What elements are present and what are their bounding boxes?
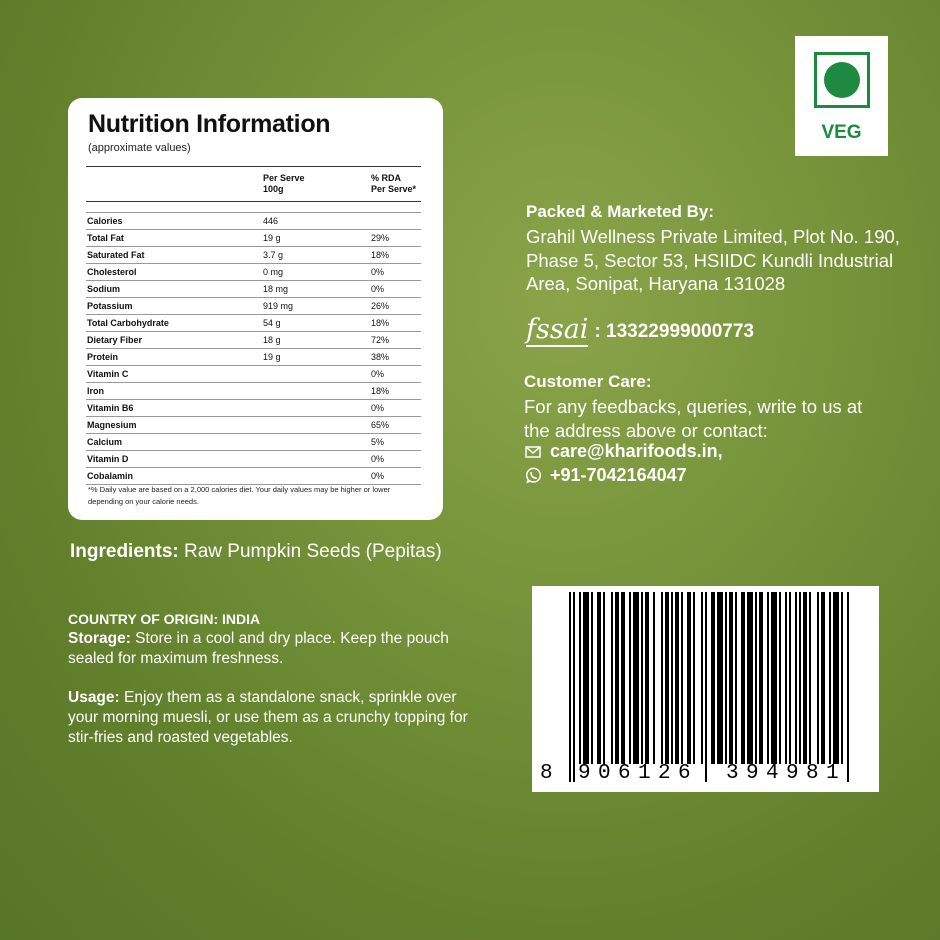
per-serve-label: Per Serve xyxy=(263,173,305,183)
barcode-bar xyxy=(767,592,769,764)
nutrient-name: Total Fat xyxy=(86,230,263,247)
rda-value: 18% xyxy=(371,383,421,400)
nutrition-footnote: *% Daily value are based on a 2,000 calories diet. Your daily values may be higher or lower depending on your calorie needs. xyxy=(88,485,391,506)
barcode-bar xyxy=(591,592,593,764)
barcode-bar xyxy=(735,592,737,764)
veg-square-icon xyxy=(814,52,870,108)
nutrition-row xyxy=(86,400,421,417)
barcode-digit: 4 xyxy=(766,762,779,785)
nutrition-header-row xyxy=(86,167,421,202)
usage-info xyxy=(68,688,473,748)
per-serve-value: 54 g xyxy=(263,315,371,332)
nutrition-row xyxy=(86,281,421,298)
barcode-bar xyxy=(795,592,797,764)
whatsapp-icon xyxy=(524,467,542,485)
nutrition-row xyxy=(86,230,421,247)
nutrient-name: Saturated Fat xyxy=(86,247,263,264)
ingredients xyxy=(70,541,442,563)
per-serve-value xyxy=(263,400,371,417)
barcode-bar xyxy=(687,592,691,764)
email-contact[interactable] xyxy=(524,441,723,462)
rda-sublabel: Per Serve* xyxy=(371,184,417,194)
customer-care-text: For any feedbacks, queries, write to us at the address above or contact: xyxy=(524,396,863,441)
nutrient-name: Calcium xyxy=(86,434,263,451)
rda-label: % RDA xyxy=(371,173,402,183)
nutrition-row xyxy=(86,298,421,315)
barcode-bar xyxy=(809,592,811,764)
storage-label: Storage: xyxy=(68,630,131,647)
nutrient-name: Sodium xyxy=(86,281,263,298)
barcode-bar xyxy=(817,592,819,764)
barcode-bar xyxy=(621,592,625,764)
rda-value: 5% xyxy=(371,434,421,451)
packed-address: Grahil Wellness Private Limited, Plot No. 190, Phase 5, Sector 53, HSIIDC Kundli Industrial Area, Sonipat, Haryana 131028 xyxy=(526,226,900,294)
barcode-digit: 2 xyxy=(658,762,671,785)
rda-value: 0% xyxy=(371,451,421,468)
phone-number[interactable]: +91-7042164047 xyxy=(550,465,687,485)
barcode-digit: 8 xyxy=(806,762,819,785)
nutrition-table xyxy=(86,166,421,485)
barcode-digit: 0 xyxy=(598,762,611,785)
fssai-number: : 13322999000773 xyxy=(594,320,754,342)
per-serve-value: 446 xyxy=(263,213,371,230)
barcode-bar xyxy=(833,592,839,764)
nutrient-name: Magnesium xyxy=(86,417,263,434)
barcode-bar xyxy=(681,592,683,764)
rda-header xyxy=(371,167,421,202)
usage-label: Usage: xyxy=(68,689,120,706)
barcode-digit: 9 xyxy=(746,762,759,785)
per-serve-value: 19 g xyxy=(263,230,371,247)
barcode-bar xyxy=(611,592,613,764)
nutrition-row xyxy=(86,468,421,485)
barcode-digit: 1 xyxy=(638,762,651,785)
ingredients-label: Ingredients: xyxy=(70,541,179,562)
envelope-icon xyxy=(524,443,542,461)
barcode-bar xyxy=(653,592,655,764)
barcode-bar xyxy=(583,592,589,764)
rda-value: 38% xyxy=(371,349,421,366)
nutrition-body xyxy=(86,202,421,485)
barcode-bar xyxy=(785,592,787,764)
rda-value: 0% xyxy=(371,366,421,383)
nutrition-row xyxy=(86,451,421,468)
per-serve-value xyxy=(263,366,371,383)
barcode-bar xyxy=(821,592,825,764)
veg-dot-icon xyxy=(824,62,860,98)
barcode-bar xyxy=(569,592,571,782)
barcode-bar xyxy=(705,592,707,782)
nutrient-name: Total Carbohydrate xyxy=(86,315,263,332)
storage-text: Store in a cool and dry place. Keep the pouch sealed for maximum freshness. xyxy=(68,630,449,667)
barcode-bar xyxy=(847,592,849,782)
nutrient-name: Potassium xyxy=(86,298,263,315)
per-serve-unit: 100g xyxy=(263,184,284,194)
phone-contact[interactable] xyxy=(524,465,687,486)
per-serve-header xyxy=(263,167,371,202)
barcode-bar xyxy=(629,592,631,764)
rda-value: 0% xyxy=(371,400,421,417)
packed-heading: Packed & Marketed By: xyxy=(526,202,715,221)
nutrient-name: Cobalamin xyxy=(86,468,263,485)
barcode-bar xyxy=(779,592,781,764)
country-of-origin: COUNTRY OF ORIGIN: INDIA xyxy=(68,611,261,627)
barcode-bar xyxy=(747,592,753,764)
rda-value: 65% xyxy=(371,417,421,434)
per-serve-value xyxy=(263,383,371,400)
rda-value: 29% xyxy=(371,230,421,247)
barcode-bar xyxy=(759,592,763,764)
per-serve-value xyxy=(263,417,371,434)
per-serve-value xyxy=(263,468,371,485)
nutrient-name: Dietary Fiber xyxy=(86,332,263,349)
barcode-bar xyxy=(693,592,695,764)
nutrition-row xyxy=(86,434,421,451)
nutrient-name: Iron xyxy=(86,383,263,400)
barcode-digit: 3 xyxy=(726,762,739,785)
veg-mark xyxy=(795,36,888,156)
nutrition-row xyxy=(86,417,421,434)
customer-care-heading: Customer Care: xyxy=(524,372,652,391)
barcode-bar xyxy=(789,592,791,764)
per-serve-value: 19 g xyxy=(263,349,371,366)
per-serve-value: 18 mg xyxy=(263,281,371,298)
barcode-bar xyxy=(573,592,575,782)
rda-value: 72% xyxy=(371,332,421,349)
barcode-bar xyxy=(829,592,831,764)
per-serve-value: 0 mg xyxy=(263,264,371,281)
nutrient-name: Vitamin B6 xyxy=(86,400,263,417)
rda-value: 26% xyxy=(371,298,421,315)
nutrition-title: Nutrition Information xyxy=(88,110,331,138)
barcode-digit: 6 xyxy=(678,762,691,785)
barcode-bar xyxy=(741,592,745,764)
barcode-bar xyxy=(665,592,669,764)
barcode-bar xyxy=(675,592,679,764)
email-link[interactable]: care@kharifoods.in, xyxy=(550,441,723,461)
barcode-bar xyxy=(615,592,619,764)
fssai-logo: fssai xyxy=(526,314,589,345)
nutrition-card xyxy=(68,98,443,520)
barcode-bar xyxy=(597,592,601,764)
barcode-digit: 9 xyxy=(786,762,799,785)
barcode-bar xyxy=(701,592,703,764)
rda-value: 0% xyxy=(371,468,421,485)
barcode-bar xyxy=(841,592,843,764)
nutrition-row xyxy=(86,315,421,332)
storage-info xyxy=(68,629,473,669)
nutrition-row xyxy=(86,366,421,383)
rda-value: 18% xyxy=(371,247,421,264)
nutrient-name: Vitamin D xyxy=(86,451,263,468)
barcode-bar xyxy=(603,592,605,764)
barcode-bar xyxy=(645,592,649,764)
per-serve-value xyxy=(263,451,371,468)
barcode-bar xyxy=(725,592,727,764)
barcode-bar xyxy=(633,592,639,764)
per-serve-value: 18 g xyxy=(263,332,371,349)
nutrition-row xyxy=(86,349,421,366)
barcode-bar xyxy=(799,592,801,764)
nutrient-name: Cholesterol xyxy=(86,264,263,281)
nutrition-row xyxy=(86,247,421,264)
nutrition-row xyxy=(86,383,421,400)
per-serve-value: 3.7 g xyxy=(263,247,371,264)
per-serve-value: 919 mg xyxy=(263,298,371,315)
fssai-license xyxy=(526,316,754,347)
barcode-bar xyxy=(711,592,715,764)
per-serve-value xyxy=(263,434,371,451)
rda-value xyxy=(371,213,421,230)
barcode-bar xyxy=(803,592,807,764)
rda-value: 0% xyxy=(371,264,421,281)
barcode-bar xyxy=(661,592,663,764)
rda-value: 0% xyxy=(371,281,421,298)
barcode-bar xyxy=(771,592,777,764)
barcode-bar xyxy=(755,592,757,764)
barcode-bar xyxy=(671,592,673,764)
barcode-digit: 8 xyxy=(540,762,553,785)
ingredients-text: Raw Pumpkin Seeds (Pepitas) xyxy=(178,541,442,562)
nutrition-subtitle: (approximate values) xyxy=(88,142,191,154)
nutrition-row xyxy=(86,264,421,281)
usage-text: Enjoy them as a standalone snack, sprinkle over your morning muesli, or use them as a crunchy topping for stir-fries and roasted vegetables. xyxy=(68,689,468,746)
barcode-bar xyxy=(579,592,581,764)
barcode-bar xyxy=(729,592,733,764)
barcode xyxy=(532,586,879,792)
barcode-bar xyxy=(717,592,723,764)
rda-value: 18% xyxy=(371,315,421,332)
nutrition-row xyxy=(86,213,421,230)
nutrient-name: Calories xyxy=(86,213,263,230)
barcode-digit: 1 xyxy=(826,762,839,785)
veg-label: VEG xyxy=(821,122,862,143)
barcode-digit: 9 xyxy=(578,762,591,785)
nutrient-name: Vitamin C xyxy=(86,366,263,383)
nutrition-row xyxy=(86,332,421,349)
barcode-digit: 6 xyxy=(618,762,631,785)
nutrient-name: Protein xyxy=(86,349,263,366)
barcode-bar xyxy=(641,592,643,764)
